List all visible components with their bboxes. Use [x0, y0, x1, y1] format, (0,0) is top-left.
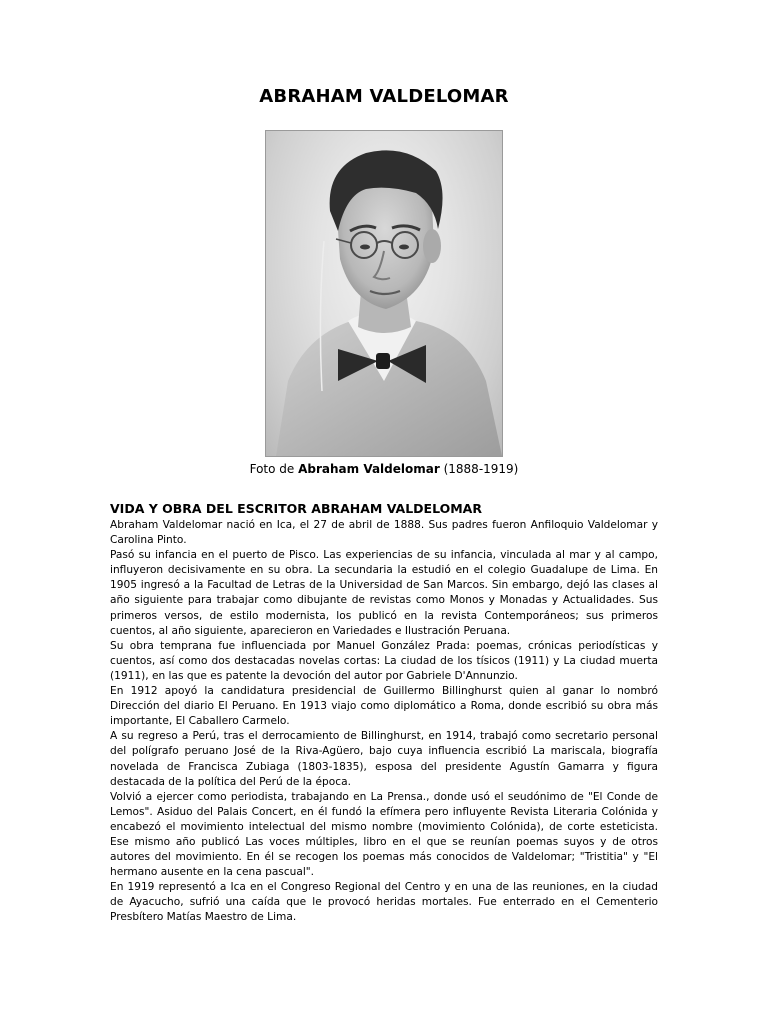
photo-caption	[0, 462, 768, 476]
paragraph-7: En 1919 representó a Ica en el Congreso Regional del Centro y en una de las reuniones, en la ciudad de Ayacucho, sufrió una caída que le provocó heridas mortales. Fue enterrado en el Cementerio Presbítero Matías Maestro de Lima.	[110, 881, 658, 924]
caption-prefix: Foto de	[249, 462, 299, 476]
caption-years: (1888-1919)	[439, 462, 519, 476]
paragraph-4: En 1912 apoyó la candidatura presidencial de Guillermo Billinghurst quien al ganar lo nombró Dirección del diario El Peruano. En 1913 viajo como diplomático a Roma, donde escribió su obra más importante, El Caballero Carmelo.	[110, 685, 658, 728]
document-title: ABRAHAM VALDELOMAR	[259, 86, 509, 107]
portrait-photo	[265, 130, 503, 457]
caption-name: Abraham Valdelomar	[298, 462, 440, 476]
portrait-illustration	[266, 131, 502, 456]
paragraph-3: Su obra temprana fue influenciada por Manuel González Prada: poemas, crónicas periodísticas y cuentos, así como dos destacadas novelas cortas: La ciudad de los tísicos (1911) y La ciudad muerta (1911), en las que es patente la devoción del autor por Gabriele D'Annunzio.	[110, 639, 658, 682]
paragraph-2: Pasó su infancia en el puerto de Pisco. Las experiencias de su infancia, vinculada al mar y al campo, influyeron decisivamente en su obra. La secundaria la estudió en el colegio Guadalupe de Lima. En 1905 ingresó a la Facultad de Letras de la Universidad de San Marcos. Sin embargo, dejó las clases al año siguiente para trabajar como dibujante de revistas como Monos y Monadas y Actualidades. Sus primeros versos, de estilo modernista, los publicó en la revista Contemporáneos; sus primeros cuentos, al año siguiente, aparecieron en Variedades e Ilustración Peruana.	[110, 549, 658, 637]
body-text	[110, 518, 658, 926]
section-heading: VIDA Y OBRA DEL ESCRITOR ABRAHAM VALDELOMAR	[110, 501, 482, 516]
paragraph-1: Abraham Valdelomar nació en Ica, el 27 de abril de 1888. Sus padres fueron Anfiloquio Valdelomar y Carolina Pinto.	[110, 519, 658, 547]
paragraph-5: A su regreso a Perú, tras el derrocamiento de Billinghurst, en 1914, trabajó como secretario personal del polígrafo peruano José de la Riva-Agüero, bajo cuya influencia escribió La mariscala, biografía novelada de Francisca Zubiaga (1803-1835), esposa del presidente Agustín Gamarra y figura destacada de la política del Perú de la época.	[110, 730, 658, 788]
paragraph-6: Volvió a ejercer como periodista, trabajando en La Prensa., donde usó el seudónimo de "El Conde de Lemos". Asiduo del Palais Concert, en él fundó la efímera pero influyente Revista Literaria Colónida y encabezó el movimiento intelectual del mismo nombre (movimiento Colónida), de corte esteticista. Ese mismo año publicó Las voces múltiples, libro en el que se reunían poemas suyos y de otros autores del movimiento. En él se recogen los poemas más conocidos de Valdelomar; "Tristitia" y "El hermano ausente en la cena pascual".	[110, 790, 658, 879]
